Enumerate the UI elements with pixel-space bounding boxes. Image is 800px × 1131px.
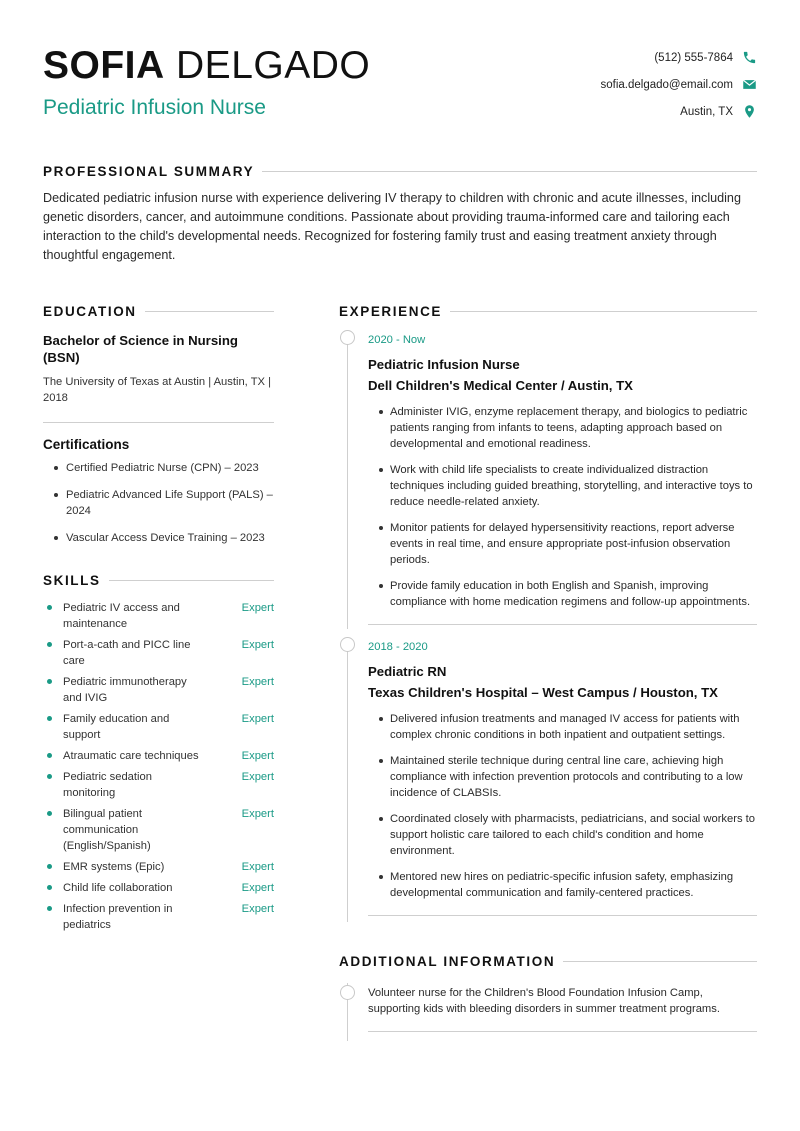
skill-level: Expert (241, 808, 274, 820)
job-bullets (368, 711, 757, 901)
skill-level: Expert (241, 882, 274, 894)
contact-location (601, 98, 758, 125)
skill-row (43, 600, 274, 632)
list-item: Administer IVIG, enzyme replacement therapy, and biologics to pediatric patients ranging from infants to teens, adapting approach based on developmental and emotional readiness. (368, 404, 757, 452)
list-item: Monitor patients for delayed hypersensitivity reactions, report adverse events in real time, and ensure appropriate post-infusion observation periods. (368, 520, 757, 568)
location-text: Austin, TX (680, 105, 733, 118)
skill-row (43, 748, 274, 764)
job-dates: 2020 - Now (368, 334, 426, 346)
timeline-rail (347, 640, 348, 922)
certifications-title: Certifications (43, 437, 130, 452)
education-school: The University of Texas at Austin | Austin, TX | 2018 (43, 376, 272, 404)
job-title: Pediatric Infusion Nurse (368, 357, 520, 372)
divider (368, 915, 757, 916)
timeline-rail (347, 333, 348, 629)
skill-level: Expert (241, 861, 274, 873)
list-item: Certified Pediatric Nurse (CPN) – 2023 (43, 460, 274, 476)
skill-level: Expert (241, 713, 274, 725)
last-name: DELGADO (176, 44, 371, 87)
list-item: Mentored new hires on pediatric-specific infusion safety, emphasizing developmental communication and family-centered practices. (368, 869, 757, 901)
divider (368, 624, 757, 625)
additional-timeline (339, 983, 757, 1032)
job-dates: 2018 - 2020 (368, 641, 428, 653)
section-heading (43, 573, 274, 588)
contact-block (601, 44, 758, 125)
skills-list (43, 600, 274, 933)
summary-title: PROFESSIONAL SUMMARY (43, 164, 255, 179)
skill-name: Atraumatic care techniques (43, 748, 203, 764)
skill-level: Expert (241, 750, 274, 762)
list-item: Provide family education in both English and Spanish, improving compliance with home medication regimens and follow-up appointments. (368, 578, 757, 610)
list-item: Coordinated closely with pharmacists, pediatricians, and social workers to support holistic care tailored to each child's condition and home environment. (368, 811, 757, 859)
heading-rule (145, 311, 274, 312)
skill-name: EMR systems (Epic) (43, 859, 203, 875)
list-item: Pediatric Advanced Life Support (PALS) – 2024 (43, 487, 274, 519)
timeline-node-icon (340, 985, 355, 1000)
section-heading (43, 304, 274, 319)
experience-item (339, 333, 757, 625)
email-text: sofia.delgado@email.com (600, 78, 733, 91)
list-item: Delivered infusion treatments and managed IV access for patients with complex chronic conditions in both inpatient and outpatient settings. (368, 711, 757, 743)
skill-row (43, 711, 274, 743)
contact-phone (601, 44, 758, 71)
job-title: Pediatric RN (368, 664, 447, 679)
certifications-list (43, 460, 274, 546)
list-item: Maintained sterile technique during central line care, achieving high compliance with infection prevention protocols and contributing to a low incidence of CLABSIs. (368, 753, 757, 801)
skill-row (43, 674, 274, 706)
skill-name: Port-a-cath and PICC line care (43, 637, 203, 669)
skill-name: Pediatric immunotherapy and IVIG (43, 674, 203, 706)
section-heading (43, 164, 757, 179)
section-heading (339, 954, 757, 969)
experience-title: EXPERIENCE (339, 304, 443, 319)
skill-name: Child life collaboration (43, 880, 203, 896)
phone-icon (741, 50, 757, 66)
envelope-icon (741, 77, 757, 93)
skill-row (43, 880, 274, 896)
contact-email (601, 71, 758, 98)
right-column (339, 304, 757, 1032)
phone-text: (512) 555-7864 (654, 51, 733, 64)
resume-header (43, 44, 757, 124)
skill-row (43, 806, 274, 854)
skills-title: SKILLS (43, 573, 101, 588)
first-name: SOFIA (43, 44, 165, 87)
skill-level: Expert (241, 639, 274, 651)
skill-name: Family education and support (43, 711, 203, 743)
education-title: EDUCATION (43, 304, 137, 319)
experience-item (339, 640, 757, 916)
skill-level: Expert (241, 602, 274, 614)
professional-summary-section (43, 164, 757, 265)
heading-rule (109, 580, 274, 581)
skill-name: Pediatric IV access and maintenance (43, 600, 203, 632)
job-employer: Dell Children's Medical Center / Austin, TX (368, 378, 633, 393)
education-degree: Bachelor of Science in Nursing (BSN) (43, 333, 238, 365)
additional-text: Volunteer nurse for the Children's Blood Foundation Infusion Camp, supporting kids with bleeding disorders in summer treatment programs. (368, 987, 720, 1015)
additional-title: ADDITIONAL INFORMATION (339, 954, 556, 969)
heading-rule (262, 171, 757, 172)
skill-row (43, 637, 274, 669)
skill-row (43, 901, 274, 933)
divider (368, 1031, 757, 1032)
skill-row (43, 769, 274, 801)
section-heading (339, 304, 757, 319)
job-bullets (368, 404, 757, 610)
left-column (43, 304, 274, 938)
timeline-node-icon (340, 330, 355, 345)
divider (43, 422, 274, 423)
skill-level: Expert (241, 676, 274, 688)
heading-rule (563, 961, 757, 962)
job-employer: Texas Children's Hospital – West Campus / Houston, TX (368, 685, 718, 700)
skill-level: Expert (241, 771, 274, 783)
map-pin-icon (741, 104, 757, 120)
heading-rule (450, 311, 757, 312)
summary-text: Dedicated pediatric infusion nurse with experience delivering IV therapy to children with chronic and acute illnesses, including genetic disorders, cancer, and autoimmune conditions. Passionate about providing trauma-informed care and tailoring each interaction to the child's developmental needs. Recognized for fostering family trust and easing treatment anxiety through thoughtful engagement. (43, 191, 741, 262)
additional-item (339, 983, 757, 1032)
job-role-title: Pediatric Infusion Nurse (43, 96, 266, 119)
skill-row (43, 859, 274, 875)
skill-name: Infection prevention in pediatrics (43, 901, 203, 933)
list-item: Work with child life specialists to create individualized distraction techniques including guided breathing, storytelling, and interactive toys to reduce needle-related anxiety. (368, 462, 757, 510)
timeline-node-icon (340, 637, 355, 652)
experience-timeline (339, 333, 757, 916)
skill-level: Expert (241, 903, 274, 915)
skill-name: Bilingual patient communication (English/Spanish) (43, 806, 203, 854)
skill-name: Pediatric sedation monitoring (43, 769, 203, 801)
list-item: Vascular Access Device Training – 2023 (43, 530, 274, 546)
